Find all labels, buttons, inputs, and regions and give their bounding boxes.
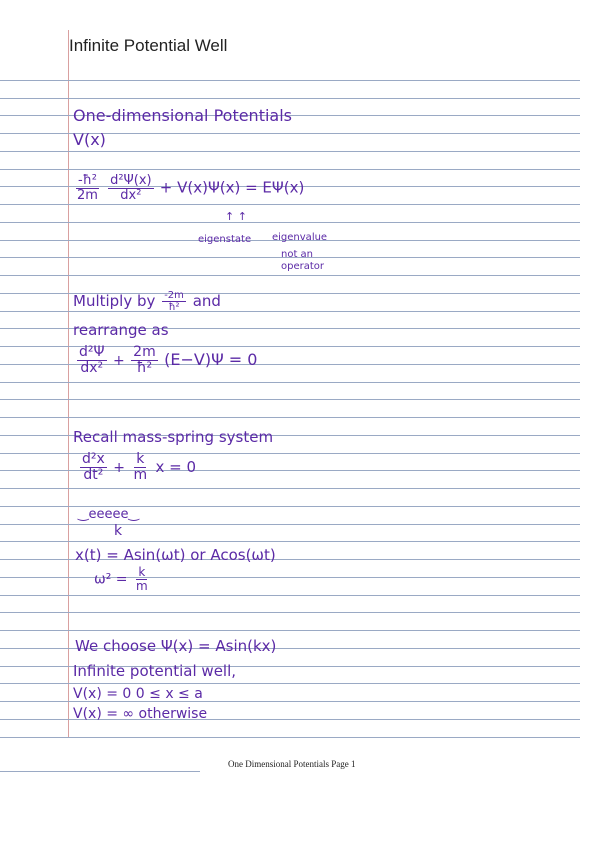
ruled-line: [0, 541, 580, 542]
spring-rest: x = 0: [155, 457, 197, 476]
ruled-line: [0, 737, 580, 738]
ruled-line: [0, 204, 580, 205]
rearranged-deriv-numerator: d²Ψ: [79, 344, 105, 360]
ruled-line: [0, 80, 580, 81]
infinite-well-label: Infinite potential well,: [73, 662, 237, 680]
spring-drawing: ‿eeeee‿: [78, 507, 139, 522]
ruled-line: [0, 222, 580, 223]
ruled-line: [0, 488, 580, 489]
ruled-line: [0, 612, 580, 613]
rearranged-coef-denominator: ħ²: [136, 360, 153, 377]
schrodinger-equation: [73, 174, 304, 204]
spring-constant-label: k: [114, 523, 123, 539]
rearranged-coef-numerator: 2m: [133, 344, 156, 360]
eigenstate-label: eigenstate: [198, 234, 252, 245]
potential-infinite-condition: V(x) = ∞ otherwise: [73, 706, 208, 722]
page-title: Infinite Potential Well: [69, 36, 228, 55]
multiply-text: Multiply by: [73, 292, 156, 310]
pointer-arrows: ↑ ↑: [225, 210, 247, 223]
omega-lhs: ω² =: [94, 571, 128, 588]
choice-statement: We choose Ψ(x) = Asin(kx): [75, 637, 277, 655]
deriv-denominator: dx²: [120, 188, 142, 204]
ruled-line: [0, 577, 580, 578]
ruled-line: [0, 595, 580, 596]
spring-deriv-denominator: dt²: [83, 467, 104, 484]
ruled-line: [0, 151, 580, 152]
omega-denominator: m: [135, 579, 148, 594]
ruled-line: [0, 382, 580, 383]
page-footer: One Dimensional Potentials Page 1: [228, 759, 356, 769]
multiply-frac-numerator: -2m: [164, 290, 184, 301]
rearrange-instruction: rearrange as: [73, 321, 169, 339]
footer-rule: [0, 771, 200, 772]
ruled-line: [0, 417, 580, 418]
rearranged-equation: [75, 345, 257, 377]
ruled-line: [0, 524, 580, 525]
multiply-and-text: and: [192, 292, 221, 310]
margin-line: [68, 30, 69, 738]
ruled-line: [0, 169, 580, 170]
coef-numerator: -ħ²: [78, 173, 97, 188]
spring-equation: [78, 452, 196, 484]
multiply-frac-denominator: ħ²: [168, 302, 180, 313]
deriv-numerator: d²Ψ(x): [110, 173, 152, 188]
omega-relation: [94, 566, 152, 593]
rearranged-rest: (E−V)Ψ = 0: [164, 349, 258, 369]
ruled-line: [0, 399, 580, 400]
not-operator-label-2: operator: [281, 261, 325, 272]
section-heading: One-dimensional Potentials: [73, 106, 292, 125]
recall-heading: Recall mass-spring system: [73, 428, 274, 446]
harmonic-solution: x(t) = Asin(ωt) or Acos(ωt): [75, 546, 276, 564]
multiply-instruction: [73, 290, 221, 313]
equation-rest: + V(x)Ψ(x) = EΨ(x): [159, 178, 305, 197]
eigenvalue-label: eigenvalue: [272, 232, 328, 243]
plus-sign: +: [112, 352, 125, 369]
potential-zero-condition: V(x) = 0 0 ≤ x ≤ a: [73, 686, 203, 702]
rearranged-deriv-denominator: dx²: [80, 360, 104, 377]
not-operator-label-1: not an: [281, 249, 314, 260]
potential-label: V(x): [73, 130, 106, 149]
ruled-line: [0, 275, 580, 276]
ruled-line: [0, 98, 580, 99]
ruled-line: [0, 630, 580, 631]
spring-m-denominator: m: [133, 467, 148, 484]
plus-sign: +: [113, 459, 125, 476]
omega-numerator: k: [138, 565, 146, 579]
ruled-line: [0, 683, 580, 684]
coef-denominator: 2m: [77, 188, 98, 204]
spring-k-numerator: k: [136, 451, 145, 467]
spring-deriv-numerator: d²x: [82, 451, 105, 467]
